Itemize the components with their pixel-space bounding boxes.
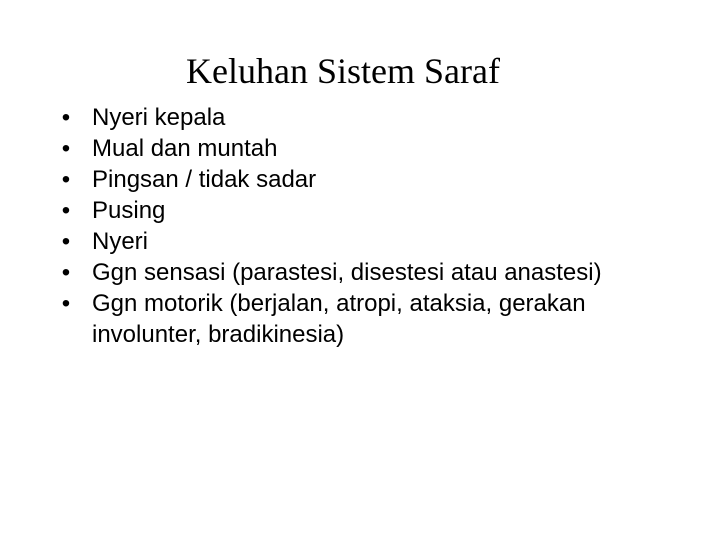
bullet-icon: • xyxy=(61,228,71,255)
bullet-icon: • xyxy=(61,259,71,286)
bullet-icon: • xyxy=(61,135,71,162)
slide-title: Keluhan Sistem Saraf xyxy=(186,51,500,91)
list-item xyxy=(56,195,656,226)
bullet-text: Ggn sensasi (parastesi, disestesi atau anastesi) xyxy=(92,259,602,286)
bullet-text: Mual dan muntah xyxy=(92,135,278,162)
bullet-icon: • xyxy=(61,104,71,131)
list-item xyxy=(56,164,656,195)
bullet-list xyxy=(56,102,656,350)
list-item xyxy=(56,288,656,350)
bullet-text: Pusing xyxy=(92,197,166,224)
bullet-text: Nyeri kepala xyxy=(92,104,226,131)
list-item xyxy=(56,133,656,164)
bullet-icon: • xyxy=(61,166,71,193)
bullet-text: Nyeri xyxy=(92,228,149,255)
list-item xyxy=(56,226,656,257)
bullet-text: Ggn motorik (berjalan, atropi, ataksia, gerakan involunter, bradikinesia) xyxy=(92,290,586,348)
list-item xyxy=(56,257,656,288)
bullet-text: Pingsan / tidak sadar xyxy=(92,166,317,193)
bullet-icon: • xyxy=(61,197,71,224)
bullet-icon: • xyxy=(61,290,71,317)
list-item xyxy=(56,102,656,133)
